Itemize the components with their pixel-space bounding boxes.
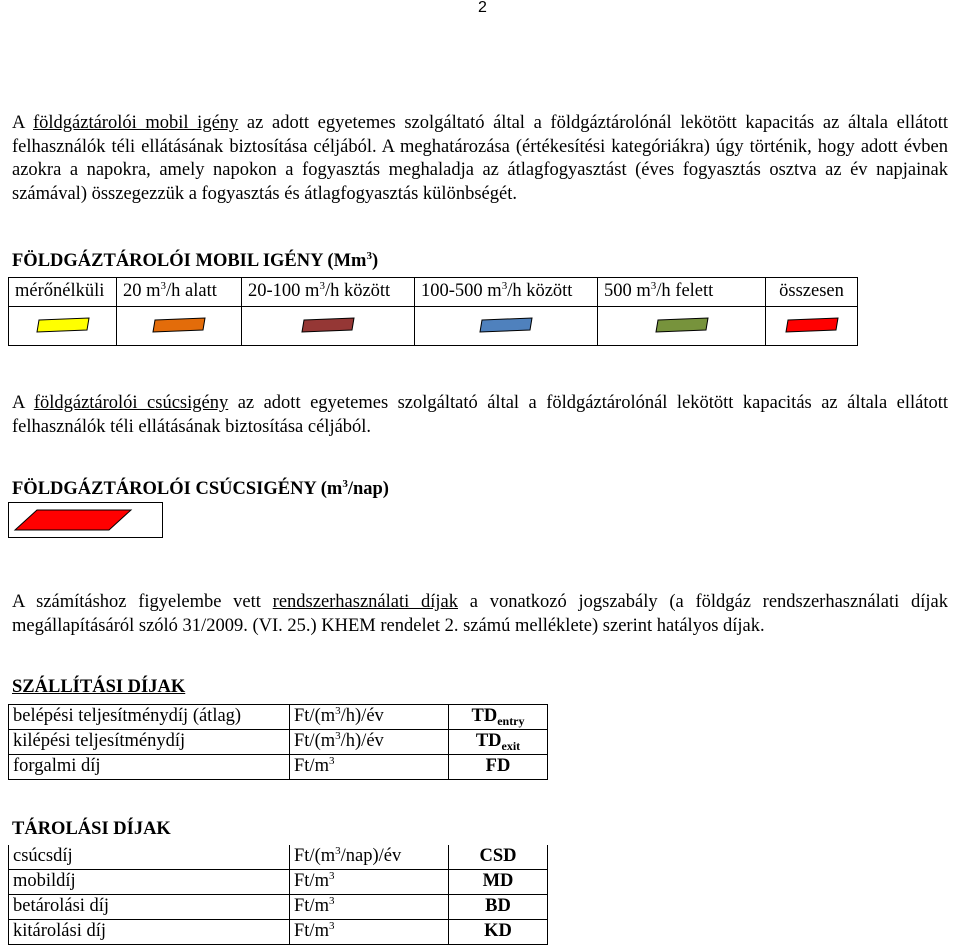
fee-unit-sup: 3 (335, 730, 341, 743)
legend-label-4-pre: 500 m (604, 281, 651, 302)
paragraph-rendszerhasznalati (12, 591, 948, 638)
legend-label-1-pre: 20 m (123, 281, 161, 302)
legend-label-3-post: /h között (507, 281, 573, 302)
fee-name: belépési teljesítménydíj (átlag) (9, 705, 290, 730)
legend-swatch-cell-3 (415, 307, 598, 346)
fee-code-main: FD (485, 756, 511, 777)
para1-intro: A (12, 113, 33, 133)
fee-unit (290, 755, 449, 780)
fee-name: forgalmi díj (9, 755, 290, 780)
fee-name: csúcsdíj (9, 845, 290, 870)
page-number: 2 (478, 0, 487, 16)
legend-swatch-3 (476, 314, 536, 336)
legend-label-row (9, 278, 858, 307)
fee-unit (290, 920, 449, 945)
paragraph-mobil-igeny (12, 112, 948, 207)
legend-swatch-cell-5 (766, 307, 858, 346)
fee-unit (290, 895, 449, 920)
fee-name: kilépési teljesítménydíj (9, 730, 290, 755)
fee-unit-pre: Ft/m (294, 871, 329, 892)
legend-swatch-cell-4 (598, 307, 766, 346)
fee-code (449, 755, 548, 780)
fee-unit-pre: Ft/m (294, 921, 329, 942)
para1-rest: az adott egyetemes szolgáltató által a földgáztárolónál lekötött kapacitás az általa ellátott felhasználók téli ellátásának biztosítása céljából. A meghatározása (értékesítési kategóriákra) úgy történik, hogy adott évben azokra a napokra, amely napokon a fogyasztás meghaladja az átlagfogyasztást (éves fogyasztás osztva az év napjainak számával) összegezzük a fogyasztás és átlagfogyasztás különbségét. (12, 113, 948, 205)
legend-label-4 (598, 278, 766, 307)
fee-unit (290, 845, 449, 870)
para3-intro: A számításhoz figyelembe vett (12, 592, 273, 612)
legend-label-0 (9, 278, 117, 307)
csucs-heading-sup: 3 (342, 478, 348, 490)
term-csucsigeny: földgáztárolói csúcsigény (33, 393, 229, 413)
table-row (9, 705, 548, 730)
fee-unit-sup: 3 (335, 845, 341, 858)
fee-name: kitárolási díj (9, 920, 290, 945)
fee-code: MD (449, 870, 548, 895)
legend-label-4-post: /h felett (656, 281, 714, 302)
legend-label-4-sup: 3 (650, 280, 657, 293)
fee-code-main: TD (471, 706, 498, 727)
fee-unit-pre: Ft/m (294, 896, 329, 917)
table-row (9, 870, 548, 895)
fee-code (449, 730, 548, 755)
fee-unit (290, 705, 449, 730)
csucs-heading-text: FÖLDGÁZTÁROLÓI CSÚCSIGÉNY (m (12, 479, 343, 499)
fee-unit (290, 870, 449, 895)
fee-code-sub: entry (497, 714, 525, 729)
legend-swatch-cell-0 (9, 307, 117, 346)
fee-code-sub: exit (501, 739, 521, 754)
fee-unit-sup: 3 (328, 920, 335, 933)
legend-swatch-1 (149, 314, 209, 336)
legend-label-3 (415, 278, 598, 307)
legend-label-5-text: összesen (779, 281, 844, 302)
para3-rest: a vonatkozó jogszabály (a földgáz rendszerhasználati díjak megállapításáról szóló 31/2009. (VI. 25.) KHEM rendelet 2. számú melléklete) szerint hatályos díjak. (12, 592, 949, 636)
legend-swatch-0 (33, 314, 93, 336)
legend-swatch-cell-2 (242, 307, 415, 346)
mobil-heading-sup: 3 (366, 250, 372, 262)
mobil-igeny-heading (12, 250, 378, 274)
csucsigeny-swatch (9, 503, 162, 537)
tarolasi-dijak-table (8, 845, 548, 945)
fee-name: betárolási díj (9, 895, 290, 920)
csucsigeny-heading (12, 478, 389, 502)
fee-unit-pre: Ft/(m (294, 706, 336, 727)
legend-swatch-4 (652, 314, 712, 336)
table-row (9, 920, 548, 945)
legend-label-2-post: /h között (324, 281, 391, 302)
table-row (9, 755, 548, 780)
fee-unit (290, 730, 449, 755)
legend-label-1-post: /h alatt (166, 281, 217, 302)
fee-name: mobildíj (9, 870, 290, 895)
legend-swatch-5 (782, 314, 842, 336)
para2-intro: A (12, 393, 34, 413)
legend-label-2-sup: 3 (319, 280, 325, 293)
fee-unit-sup: 3 (328, 870, 335, 883)
mobil-heading-text: FÖLDGÁZTÁROLÓI MOBIL IGÉNY (Mm (12, 251, 367, 271)
fee-code-main: TD (475, 731, 502, 752)
legend-label-1 (117, 278, 242, 307)
table-row (9, 845, 548, 870)
legend-label-1-sup: 3 (160, 280, 167, 293)
fee-code: BD (449, 895, 548, 920)
legend-label-5 (766, 278, 858, 307)
legend-label-3-pre: 100-500 m (421, 281, 502, 302)
legend-swatch-row (9, 307, 858, 346)
fee-unit-sup: 3 (335, 705, 341, 718)
paragraph-csucsigeny (12, 392, 948, 439)
table-row (9, 730, 548, 755)
legend-label-2 (242, 278, 415, 307)
fee-code: CSD (449, 845, 548, 870)
legend-label-3-sup: 3 (501, 280, 508, 293)
fee-unit-sup: 3 (328, 755, 335, 768)
table-row (9, 895, 548, 920)
fee-code: KD (449, 920, 548, 945)
fee-unit-post: /nap)/év (340, 846, 402, 867)
legend-label-2-pre: 20-100 m (248, 281, 320, 302)
legend-label-0-text: mérőnélküli (15, 281, 105, 302)
fee-unit-pre: Ft/m (294, 756, 329, 777)
fee-unit-pre: Ft/(m (294, 846, 336, 867)
term-rendszerhasznalati-dijak: rendszerhasználati díjak (272, 592, 459, 612)
fee-unit-post: /h)/év (340, 706, 384, 727)
legend-swatch-2 (298, 314, 358, 336)
fee-unit-post: /h)/év (340, 731, 384, 752)
csucsigeny-swatch-box (8, 502, 163, 538)
fee-unit-pre: Ft/(m (294, 731, 336, 752)
tarolasi-dijak-heading: TÁROLÁSI DÍJAK (12, 819, 171, 839)
mobil-heading-close: ) (371, 251, 379, 271)
mobil-legend-table (8, 277, 858, 346)
legend-swatch-cell-1 (117, 307, 242, 346)
para2-rest: az adott egyetemes szolgáltató által a földgáztárolónál lekötött kapacitás az általa ellátott felhasználók téli ellátásának biztosítása céljából. (12, 393, 949, 437)
fee-unit-sup: 3 (328, 895, 335, 908)
csucs-heading-close: /nap) (347, 479, 389, 499)
szallitasi-dijak-table (8, 704, 548, 780)
fee-code (449, 705, 548, 730)
szallitasi-dijak-heading: SZÁLLÍTÁSI DÍJAK (12, 677, 186, 697)
term-mobil-igeny: földgáztárolói mobil igény (32, 113, 239, 133)
